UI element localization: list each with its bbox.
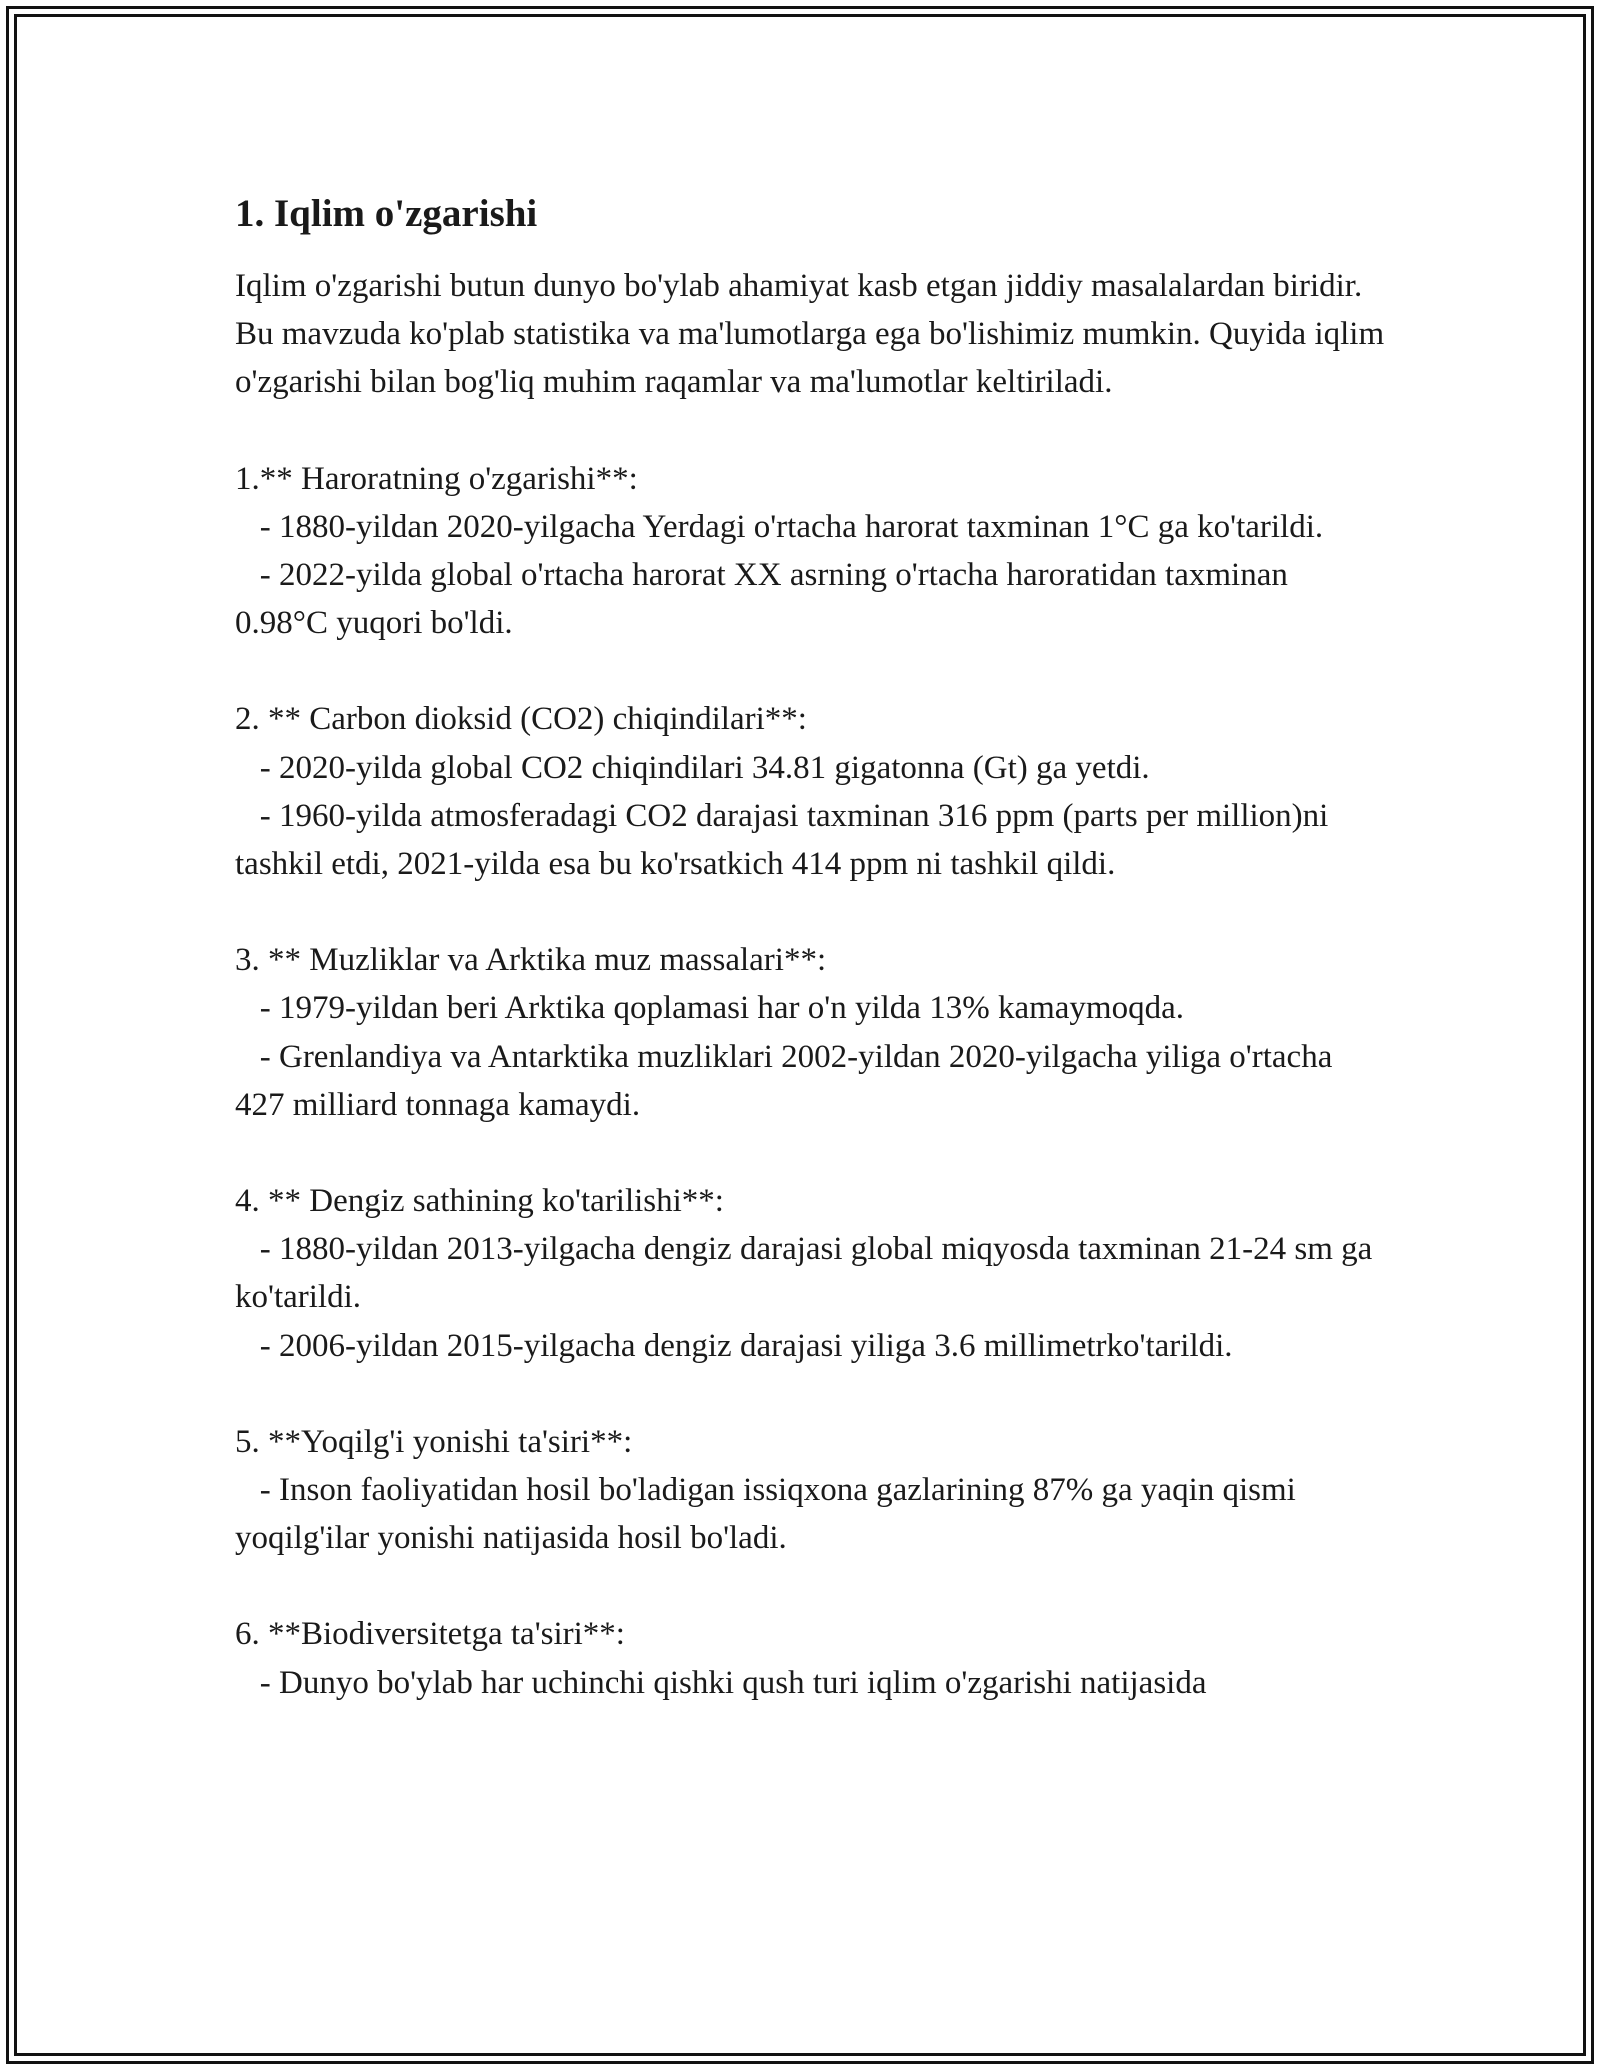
list-item [235,1225,1385,1321]
bullet-text: - 1880-yildan 2020-yilgacha Yerdagi o'rtacha harorat taxminan 1°C ga ko'tarildi. [259,508,1324,545]
section-heading: 1.** Haroratning o'zgarishi**: [235,460,638,497]
list-item [235,551,1385,647]
section-heading: 5. **Yoqilg'i yonishi ta'siri**: [235,1423,633,1460]
bullet-text: - 1880-yildan 2013-yilgacha dengiz darajasi global miqyosda taxminan 21-24 sm ga ko'tarildi. [235,1231,1373,1316]
section-fuel-combustion [235,1418,1385,1563]
list-item [235,1659,1385,1707]
list-item [235,503,1385,551]
bullet-text: - 1960-yilda atmosferadagi CO2 darajasi taxminan 316 ppm (parts per million)ni tashkil etdi, 2021-yilda esa bu ko'rsatkich 414 ppm ni tashkil qildi. [235,797,1329,883]
section-glaciers [235,936,1385,1129]
bullet-text: - Dunyo bo'ylab har uchinchi qishki qush turi iqlim o'zgarishi natijasida [259,1664,1207,1701]
intro-paragraph: Iqlim o'zgarishi butun dunyo bo'ylab ahamiyat kasb etgan jiddiy masalalardan biridir. Bu mavzuda ko'plab statistika va ma'lumotlarga ega bo'lishimiz mumkin. Quyida iqlim o'zgarishi bilan bog'liq muhim raqamlar va ma'lumotlar keltiriladi. [235,268,1385,401]
section-heading: 3. ** Muzliklar va Arktika muz massalari**: [235,942,827,979]
bullet-text: - 1979-yildan beri Arktika qoplamasi har o'n yilda 13% kamaymoqda. [259,990,1184,1027]
section-heading: 2. ** Carbon dioksid (CO2) chiqindilari**: [235,701,807,738]
document-title: 1. Iqlim o'zgarishi [235,192,538,235]
section-sea-level [235,1177,1385,1370]
bullet-text: - Inson faoliyatidan hosil bo'ladigan issiqxona gazlarining 87% ga yaqin qismi yoqilg'ilar yonishi natijasida hosil bo'ladi. [235,1472,1296,1557]
bullet-text: - Grenlandiya va Antarktika muzliklari 2002-yildan 2020-yilgacha yiliga o'rtacha 427 milliard tonnaga kamaydi. [235,1038,1333,1123]
section-heading: 4. ** Dengiz sathining ko'tarilishi**: [235,1183,724,1220]
list-item [235,744,1385,792]
section-biodiversity [235,1610,1385,1706]
list-item [235,792,1385,888]
section-heading: 6. **Biodiversitetga ta'siri**: [235,1616,625,1653]
document-body [235,186,1385,1707]
section-co2 [235,695,1385,888]
list-item [235,1033,1385,1129]
section-temperature [235,455,1385,648]
bullet-text: - 2006-yildan 2015-yilgacha dengiz darajasi yiliga 3.6 millimetrko'tarildi. [259,1327,1233,1364]
list-item [235,1466,1385,1562]
list-item [235,984,1385,1032]
bullet-text: - 2022-yilda global o'rtacha harorat XX asrning o'rtacha haroratidan taxminan 0.98°C yuqori bo'ldi. [235,557,1288,642]
bullet-text: - 2020-yilda global CO2 chiqindilari 34.81 gigatonna (Gt) ga yetdi. [259,749,1150,786]
list-item [235,1322,1385,1370]
